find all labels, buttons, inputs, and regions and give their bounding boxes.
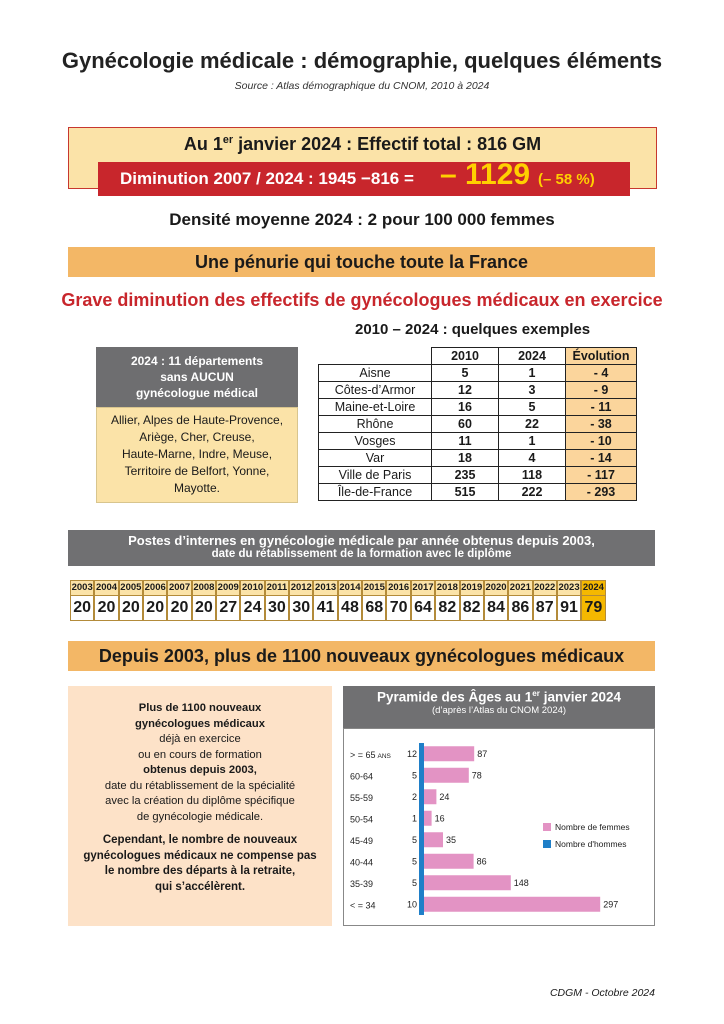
- legend-swatch-femmes: [543, 823, 551, 831]
- diminution-band: [98, 158, 630, 196]
- bar-femmes: [422, 832, 443, 847]
- pyramide-chart: [344, 729, 654, 925]
- page-title: Gynécologie médicale : démographie, quelques éléments: [61, 48, 663, 73]
- bar-femmes: [422, 789, 436, 804]
- diminution-text: Diminution 2007 / 2024 : 1945 −816 =: [120, 169, 414, 188]
- postes-year-strip: [70, 580, 606, 621]
- year-cell: [460, 580, 484, 621]
- year-value: 20: [170, 599, 189, 616]
- year-label: 2013: [314, 581, 336, 596]
- year-cell: [216, 580, 240, 621]
- cell-name: Aisne: [319, 365, 432, 382]
- cell-evo: - 9: [566, 382, 637, 399]
- value-femmes: 87: [477, 748, 488, 759]
- age-label-main: 50-54: [350, 814, 374, 825]
- year-label: 2007: [168, 581, 190, 596]
- year-value: 79: [582, 596, 604, 620]
- pyramide-subtitle: (d’après l’Atlas du CNOM 2024): [431, 704, 567, 716]
- year-value: 20: [194, 599, 213, 616]
- year-label: 2016: [387, 581, 409, 596]
- value-hommes: 12: [406, 748, 417, 759]
- year-value: 84: [487, 599, 505, 616]
- year-value: 86: [511, 599, 530, 616]
- diminution-value: – 1129: [440, 158, 531, 191]
- year-cell: [289, 580, 313, 621]
- year-label: 2006: [144, 581, 166, 596]
- year-label: 2019: [461, 581, 483, 596]
- penurie-band: Une pénurie qui touche toute la France: [68, 247, 655, 277]
- year-value: 20: [73, 599, 92, 616]
- year-label: 2024: [582, 581, 604, 596]
- year-label: 2023: [558, 581, 580, 596]
- postes-band: [68, 530, 655, 566]
- age-label-main: 35-39: [350, 878, 374, 889]
- pyramide-chart-box: [343, 728, 655, 926]
- exemples-table: [318, 347, 637, 501]
- year-label: 2005: [120, 581, 142, 596]
- year-value: 68: [365, 599, 384, 616]
- year-cell: [362, 580, 386, 621]
- year-cell: [338, 580, 362, 621]
- year-label: 2021: [509, 581, 531, 596]
- cell-v2024: 3: [499, 382, 566, 399]
- value-hommes: 5: [411, 877, 417, 888]
- cell-evo: - 11: [566, 399, 637, 416]
- age-label-main: 40-44: [350, 857, 374, 868]
- postes-line2: date du rétablissement de la formation avec le diplôme: [211, 548, 512, 560]
- cell-v2010: 12: [432, 382, 499, 399]
- value-hommes: 1: [411, 813, 417, 824]
- diminution-pct: (– 58 %): [538, 171, 595, 188]
- year-value: 41: [316, 599, 335, 616]
- cell-v2024: 118: [499, 467, 566, 484]
- year-cell: [143, 580, 167, 621]
- age-label-main: < = 34: [350, 900, 376, 911]
- year-value: 87: [535, 599, 554, 616]
- year-value: 82: [438, 599, 457, 616]
- depuis-band: Depuis 2003, plus de 1100 nouveaux gynécologues médicaux: [68, 641, 655, 671]
- year-cell: [265, 580, 289, 621]
- age-label: [350, 879, 373, 889]
- cell-evo: - 10: [566, 433, 637, 450]
- densite-text: Densité moyenne 2024 : 2 pour 100 000 femmes: [169, 210, 555, 229]
- table-row: [319, 382, 637, 399]
- bar-hommes-axis: [419, 743, 424, 915]
- year-label: 2008: [193, 581, 215, 596]
- year-label: 2004: [95, 581, 117, 596]
- year-label: 2010: [241, 581, 263, 596]
- table-row: [319, 450, 637, 467]
- year-label: 2014: [339, 581, 361, 596]
- cell-v2010: 18: [432, 450, 499, 467]
- cell-v2024: 5: [499, 399, 566, 416]
- value-femmes: 78: [471, 770, 482, 781]
- year-cell: [386, 580, 410, 621]
- year-label: 2011: [266, 581, 288, 596]
- year-cell: [119, 580, 143, 621]
- cell-v2024: 22: [499, 416, 566, 433]
- year-value: 20: [97, 599, 116, 616]
- age-label: [350, 750, 392, 760]
- year-cell: [435, 580, 459, 621]
- value-hommes: 5: [411, 856, 417, 867]
- year-cell: [70, 580, 94, 621]
- year-label: 2003: [71, 581, 93, 596]
- value-femmes: 148: [513, 877, 529, 888]
- cell-evo: - 38: [566, 416, 637, 433]
- cell-v2024: 1: [499, 433, 566, 450]
- cell-v2010: 5: [432, 365, 499, 382]
- postes-line1: Postes d’internes en gynécologie médicale par année obtenus depuis 2003,: [128, 533, 595, 548]
- table-row: [319, 365, 637, 382]
- legend-swatch-hommes: [543, 840, 551, 848]
- cell-evo: - 4: [566, 365, 637, 382]
- value-femmes: 297: [603, 899, 619, 910]
- cell-name: Ville de Paris: [319, 467, 432, 484]
- value-femmes: 86: [476, 856, 487, 867]
- cell-v2010: 515: [432, 484, 499, 501]
- age-label: [350, 900, 376, 910]
- age-label: [350, 793, 373, 803]
- year-value: 30: [292, 599, 311, 616]
- departements-list: Allier, Alpes de Haute-Provence, Ariège, Cher, Creuse, Haute-Marne, Indre, Meuse, Territoire de Belfort, Yonne, Mayotte.: [96, 407, 298, 503]
- bar-femmes: [422, 854, 474, 869]
- value-hommes: 5: [411, 834, 417, 845]
- table-corner: [319, 348, 432, 365]
- year-value: 70: [389, 599, 408, 616]
- year-value: 27: [219, 599, 238, 616]
- cell-v2024: 222: [499, 484, 566, 501]
- year-value: 24: [243, 599, 262, 616]
- table-row: [319, 433, 637, 450]
- pyramide-header: [343, 686, 655, 728]
- cell-evo: - 117: [566, 467, 637, 484]
- bar-femmes: [422, 768, 469, 783]
- col-2010: 2010: [432, 348, 499, 365]
- value-femmes: 16: [434, 813, 445, 824]
- year-cell: [533, 580, 557, 621]
- cell-v2010: 11: [432, 433, 499, 450]
- age-label-main: 55-59: [350, 792, 374, 803]
- cell-v2010: 60: [432, 416, 499, 433]
- cell-evo: - 14: [566, 450, 637, 467]
- year-cell: [240, 580, 264, 621]
- cell-v2010: 235: [432, 467, 499, 484]
- cell-name: Côtes-d’Armor: [319, 382, 432, 399]
- year-label: 2012: [290, 581, 312, 596]
- year-value: 64: [414, 599, 432, 616]
- age-label-main: 60-64: [350, 771, 374, 782]
- value-femmes: 35: [446, 834, 457, 845]
- nouveaux-text-box: Plus de 1100 nouveaux gynécologues médicaux déjà en exercice ou en cours de formation obtenus depuis 2003, date du rétablissement de la spécialité avec la création du diplôme spécifique de gynécologie médicale. Cependant, le nombre de nouveaux gynécologues médicaux ne compense pas le nombre des départs à la retraite, qui s’accélèrent.: [68, 686, 332, 926]
- col-evolution: Évolution: [566, 348, 637, 365]
- footer-credit: CDGM - Octobre 2024: [549, 987, 655, 999]
- source-note: Source : Atlas démographique du CNOM, 2010 à 2024: [234, 80, 490, 92]
- departements-header: 2024 : 11 départements sans AUCUN gynécologue médical: [96, 347, 298, 407]
- exemples-heading: 2010 – 2024 : quelques exemples: [355, 321, 591, 338]
- year-cell: [581, 580, 605, 621]
- year-value: 30: [268, 599, 286, 616]
- year-cell: [411, 580, 435, 621]
- age-label-main: > = 65: [350, 749, 376, 760]
- cell-name: Île-de-France: [319, 484, 432, 501]
- bar-femmes: [422, 897, 600, 912]
- cell-name: Maine-et-Loire: [319, 399, 432, 416]
- value-hommes: 5: [411, 770, 417, 781]
- cell-v2010: 16: [432, 399, 499, 416]
- year-value: 82: [462, 599, 481, 616]
- year-label: 2009: [217, 581, 239, 596]
- value-hommes: 2: [411, 791, 417, 802]
- year-label: 2018: [436, 581, 458, 596]
- table-row: [319, 484, 637, 501]
- year-value: 48: [341, 599, 359, 616]
- bar-femmes: [422, 746, 474, 761]
- table-row: [319, 416, 637, 433]
- age-label: [350, 857, 373, 867]
- effectif-line: Au 1er janvier 2024 : Effectif total : 816 GM: [183, 134, 542, 154]
- bar-femmes: [422, 875, 511, 890]
- year-cell: [508, 580, 532, 621]
- cell-name: Rhône: [319, 416, 432, 433]
- cell-name: Var: [319, 450, 432, 467]
- year-value: 20: [146, 599, 165, 616]
- year-label: 2015: [363, 581, 385, 596]
- table-row: [319, 399, 637, 416]
- cell-v2024: 4: [499, 450, 566, 467]
- table-row: [319, 467, 637, 484]
- year-cell: [94, 580, 118, 621]
- cell-evo: - 293: [566, 484, 637, 501]
- age-label: [350, 771, 373, 781]
- year-value: 91: [560, 599, 578, 616]
- legend-label-hommes: Nombre d'hommes: [555, 839, 627, 849]
- age-label: [350, 814, 373, 824]
- value-femmes: 24: [439, 791, 450, 802]
- year-cell: [557, 580, 581, 621]
- year-label: 2022: [534, 581, 556, 596]
- year-cell: [484, 580, 508, 621]
- age-label-unit: ANS: [377, 752, 391, 760]
- year-cell: [192, 580, 216, 621]
- year-label: 2020: [485, 581, 507, 596]
- year-cell: [313, 580, 337, 621]
- year-value: 20: [121, 599, 140, 616]
- cell-name: Vosges: [319, 433, 432, 450]
- age-label: [350, 836, 373, 846]
- cell-v2024: 1: [499, 365, 566, 382]
- diminution-heading: Grave diminution des effectifs de gynécologues médicaux en exercice: [61, 290, 663, 310]
- age-label-main: 45-49: [350, 835, 374, 846]
- col-2024: 2024: [499, 348, 566, 365]
- year-cell: [167, 580, 191, 621]
- table-header-row: [319, 348, 637, 365]
- year-label: 2017: [412, 581, 434, 596]
- value-hommes: 10: [406, 899, 417, 910]
- legend-label-femmes: Nombre de femmes: [555, 822, 630, 832]
- pyramide-title: Pyramide des Âges au 1er janvier 2024: [376, 689, 622, 705]
